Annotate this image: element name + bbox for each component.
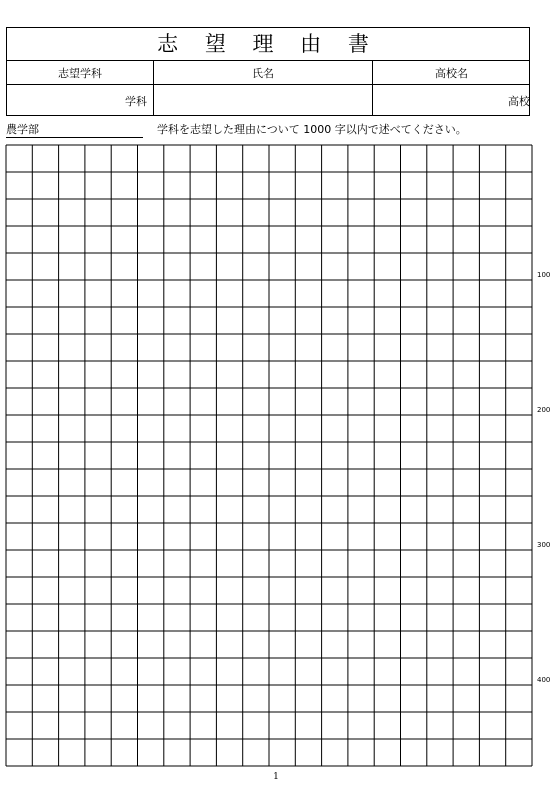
marker-300: 300 (537, 541, 551, 549)
department-suffix: 学科 (125, 94, 147, 108)
name-label: 氏名 (154, 61, 373, 84)
department-label: 志望学科 (7, 61, 154, 84)
school-suffix: 高校 (508, 94, 530, 108)
faculty-label: 農学部 (6, 123, 143, 138)
document-title: 志 望 理 由 書 (7, 28, 529, 61)
marker-100: 100 (537, 271, 551, 279)
school-label: 高校名 (435, 66, 468, 80)
marker-200: 200 (537, 406, 551, 414)
marker-400: 400 (537, 676, 551, 684)
page-number: 1 (273, 772, 279, 782)
instruction-text: 学科を志望した理由について 1000 字以内で述べてください。 (157, 123, 467, 136)
